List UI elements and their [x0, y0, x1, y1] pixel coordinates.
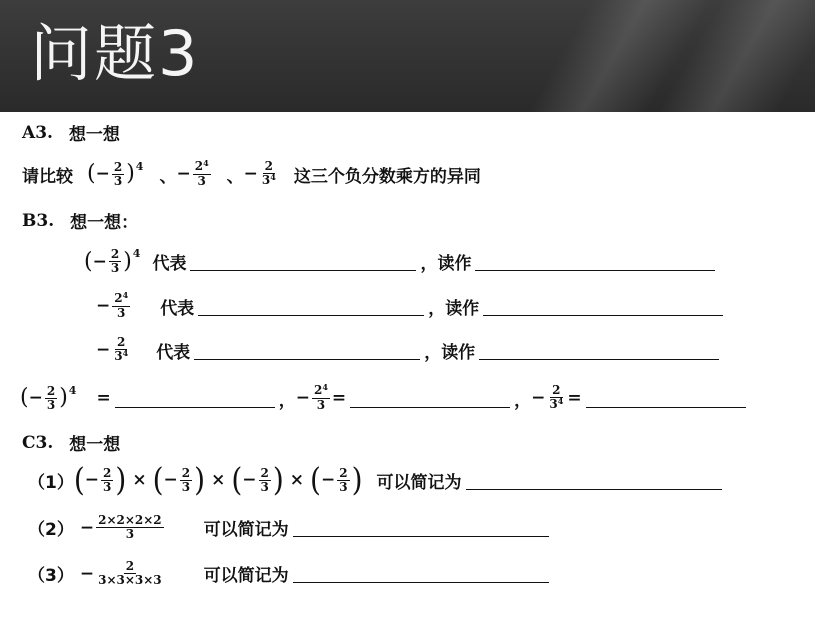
can-write-as-label: 可以简记为 [203, 520, 289, 540]
fraction-2-3pow4 [112, 336, 130, 364]
minus-sign: − [163, 470, 178, 490]
minus-sign: − [95, 164, 110, 184]
paren-close: ) [59, 385, 68, 410]
denominator: 3 [339, 479, 348, 494]
comma: ， [278, 390, 296, 411]
denominator: 3 [316, 398, 326, 412]
title-banner [0, 0, 815, 112]
paren-close: ) [123, 248, 132, 274]
compare-tail: 这三个负分数乘方的异同 [293, 166, 481, 187]
answer-blank[interactable] [115, 389, 275, 408]
numerator: 2 [552, 383, 561, 397]
fraction-2-3 [45, 385, 57, 412]
answer-blank[interactable] [479, 341, 719, 360]
fraction-2-3 [180, 467, 192, 494]
minus-sign: − [295, 388, 310, 408]
paren-open: ( [152, 460, 164, 499]
minus-sign: − [79, 563, 95, 584]
times-sign: × [289, 470, 305, 490]
reads-as-label: 读作 [445, 298, 480, 319]
represents-label: 代表 [160, 298, 195, 319]
equals-sign: = [331, 388, 347, 408]
numerator [112, 292, 130, 307]
numerator: 2 [46, 383, 56, 398]
minus-sign: − [242, 470, 257, 490]
minus-sign: − [28, 388, 43, 408]
fraction-2-3 [109, 248, 121, 275]
minus-sign: − [531, 388, 546, 408]
a3-compare-line [22, 160, 481, 188]
minus-sign: − [243, 164, 258, 184]
denominator: 3 [113, 173, 123, 188]
answer-blank[interactable] [350, 389, 510, 408]
paren-close: ) [272, 460, 284, 499]
reads-as-label: 读作 [437, 254, 472, 274]
numerator: 2 [113, 159, 123, 174]
exponent: 4 [203, 158, 209, 168]
paren-open: ( [73, 460, 85, 499]
base: 3 [549, 397, 558, 411]
answer-blank[interactable] [483, 297, 723, 316]
can-write-as-label: 可以简记为 [376, 472, 462, 493]
comma: ， [420, 254, 438, 274]
exponent: 4 [132, 247, 141, 260]
answer-blank[interactable] [466, 471, 722, 490]
fraction-2-3 [101, 467, 113, 494]
item-number: （3） [28, 566, 74, 586]
b3-row-3 [96, 336, 723, 364]
equals-sign: = [567, 388, 582, 408]
base: 2 [313, 383, 323, 397]
exponent: 4 [68, 383, 77, 397]
numerator: 2 [117, 335, 126, 349]
item-number: （1） [28, 472, 74, 493]
exponent: 4 [122, 290, 129, 300]
c3-item-2 [28, 514, 553, 541]
b3-heading-text: 想一想： [70, 213, 139, 233]
numerator: 2 [260, 465, 269, 480]
exponent: 4 [122, 348, 129, 358]
minus-sign: − [79, 517, 95, 538]
denominator [260, 174, 278, 188]
minus-sign: − [96, 296, 111, 316]
exponent: 4 [322, 382, 328, 392]
paren-close: ) [126, 161, 135, 186]
numerator: 2 [103, 465, 112, 480]
numerator [312, 384, 330, 399]
minus-sign: − [84, 470, 100, 490]
b3-equals-row [20, 384, 750, 412]
denominator: 3 [103, 479, 112, 494]
fraction-2-3pow4 [547, 384, 565, 412]
c3-item-1 [28, 460, 726, 499]
page-title: 问题3 [30, 17, 200, 90]
exponent: 4 [557, 396, 564, 406]
separator: 、 [159, 166, 177, 187]
fraction-2pow4-3 [112, 292, 130, 320]
times-sign: × [211, 470, 226, 490]
exponent: 4 [270, 172, 276, 182]
answer-blank[interactable] [293, 518, 549, 537]
numerator: 2 [264, 159, 274, 173]
paren-close: ) [194, 460, 206, 499]
compare-intro: 请比较 [22, 166, 73, 187]
answer-blank[interactable] [194, 341, 420, 360]
base: 2 [194, 159, 204, 173]
can-write-as-label: 可以简记为 [203, 566, 289, 586]
denominator: 3 [125, 527, 135, 541]
denominator: 3×3×3×3 [98, 573, 162, 587]
answer-blank[interactable] [293, 564, 549, 583]
fraction-2pow4-3 [312, 384, 330, 412]
answer-blank[interactable] [198, 297, 424, 316]
fraction-2pow4-3 [193, 160, 211, 188]
a3-heading-text: 想一想 [68, 125, 120, 145]
a3-heading [22, 120, 120, 145]
denominator: 3 [46, 397, 56, 412]
base: 2 [114, 291, 123, 305]
paren-close: ) [115, 460, 127, 499]
comma: ， [428, 298, 446, 319]
denominator: 3 [181, 479, 191, 494]
base: 3 [261, 173, 271, 187]
denominator [547, 398, 565, 412]
base: 3 [114, 349, 123, 363]
paren-close: ) [351, 460, 363, 499]
c3-item-3 [28, 560, 553, 587]
denominator [112, 350, 130, 364]
denominator: 3 [197, 174, 206, 188]
minus-sign: − [96, 340, 111, 360]
numerator: 2 [339, 465, 348, 480]
numerator: 2×2×2×2 [98, 513, 162, 527]
fraction-2-3 [112, 161, 124, 188]
c3-heading [22, 430, 120, 455]
numerator: 2 [110, 247, 120, 261]
comma: ， [514, 390, 532, 411]
comma: ， [424, 342, 442, 363]
paren-open: ( [84, 248, 93, 274]
fraction-2-3 [337, 467, 349, 494]
denominator: 3 [260, 479, 269, 494]
paren-open: ( [310, 460, 321, 499]
a3-label: A3. [22, 122, 53, 143]
exponent: 4 [135, 159, 144, 173]
denominator: 3 [110, 261, 120, 275]
represents-label: 代表 [152, 254, 187, 274]
minus-sign: − [320, 470, 336, 490]
separator: 、 [226, 166, 244, 187]
numerator: 2 [125, 559, 135, 573]
numerator [193, 160, 211, 175]
c3-label: C3. [22, 432, 54, 453]
b3-label: B3. [22, 210, 55, 231]
paren-open: ( [231, 460, 243, 499]
answer-blank[interactable] [586, 389, 746, 408]
fraction-2-over-product [96, 560, 164, 587]
b3-row-2 [96, 292, 727, 320]
numerator: 2 [181, 465, 191, 480]
minus-sign: − [92, 251, 107, 272]
paren-open: ( [20, 385, 29, 410]
fraction-product-over-3 [96, 514, 164, 541]
denominator: 3 [117, 306, 126, 320]
answer-blank[interactable] [475, 252, 715, 271]
times-sign: × [132, 470, 147, 490]
answer-blank[interactable] [190, 252, 416, 271]
b3-row-1 [84, 248, 719, 275]
equals-sign: = [96, 388, 111, 408]
paren-open: ( [87, 161, 96, 186]
minus-sign: − [176, 164, 191, 184]
item-number: （2） [28, 520, 74, 540]
fraction-2-3 [259, 467, 271, 494]
fraction-2-3pow4 [260, 160, 278, 188]
represents-label: 代表 [156, 342, 191, 363]
reads-as-label: 读作 [441, 342, 476, 363]
c3-heading-text: 想一想 [69, 435, 121, 455]
b3-heading [22, 208, 138, 233]
